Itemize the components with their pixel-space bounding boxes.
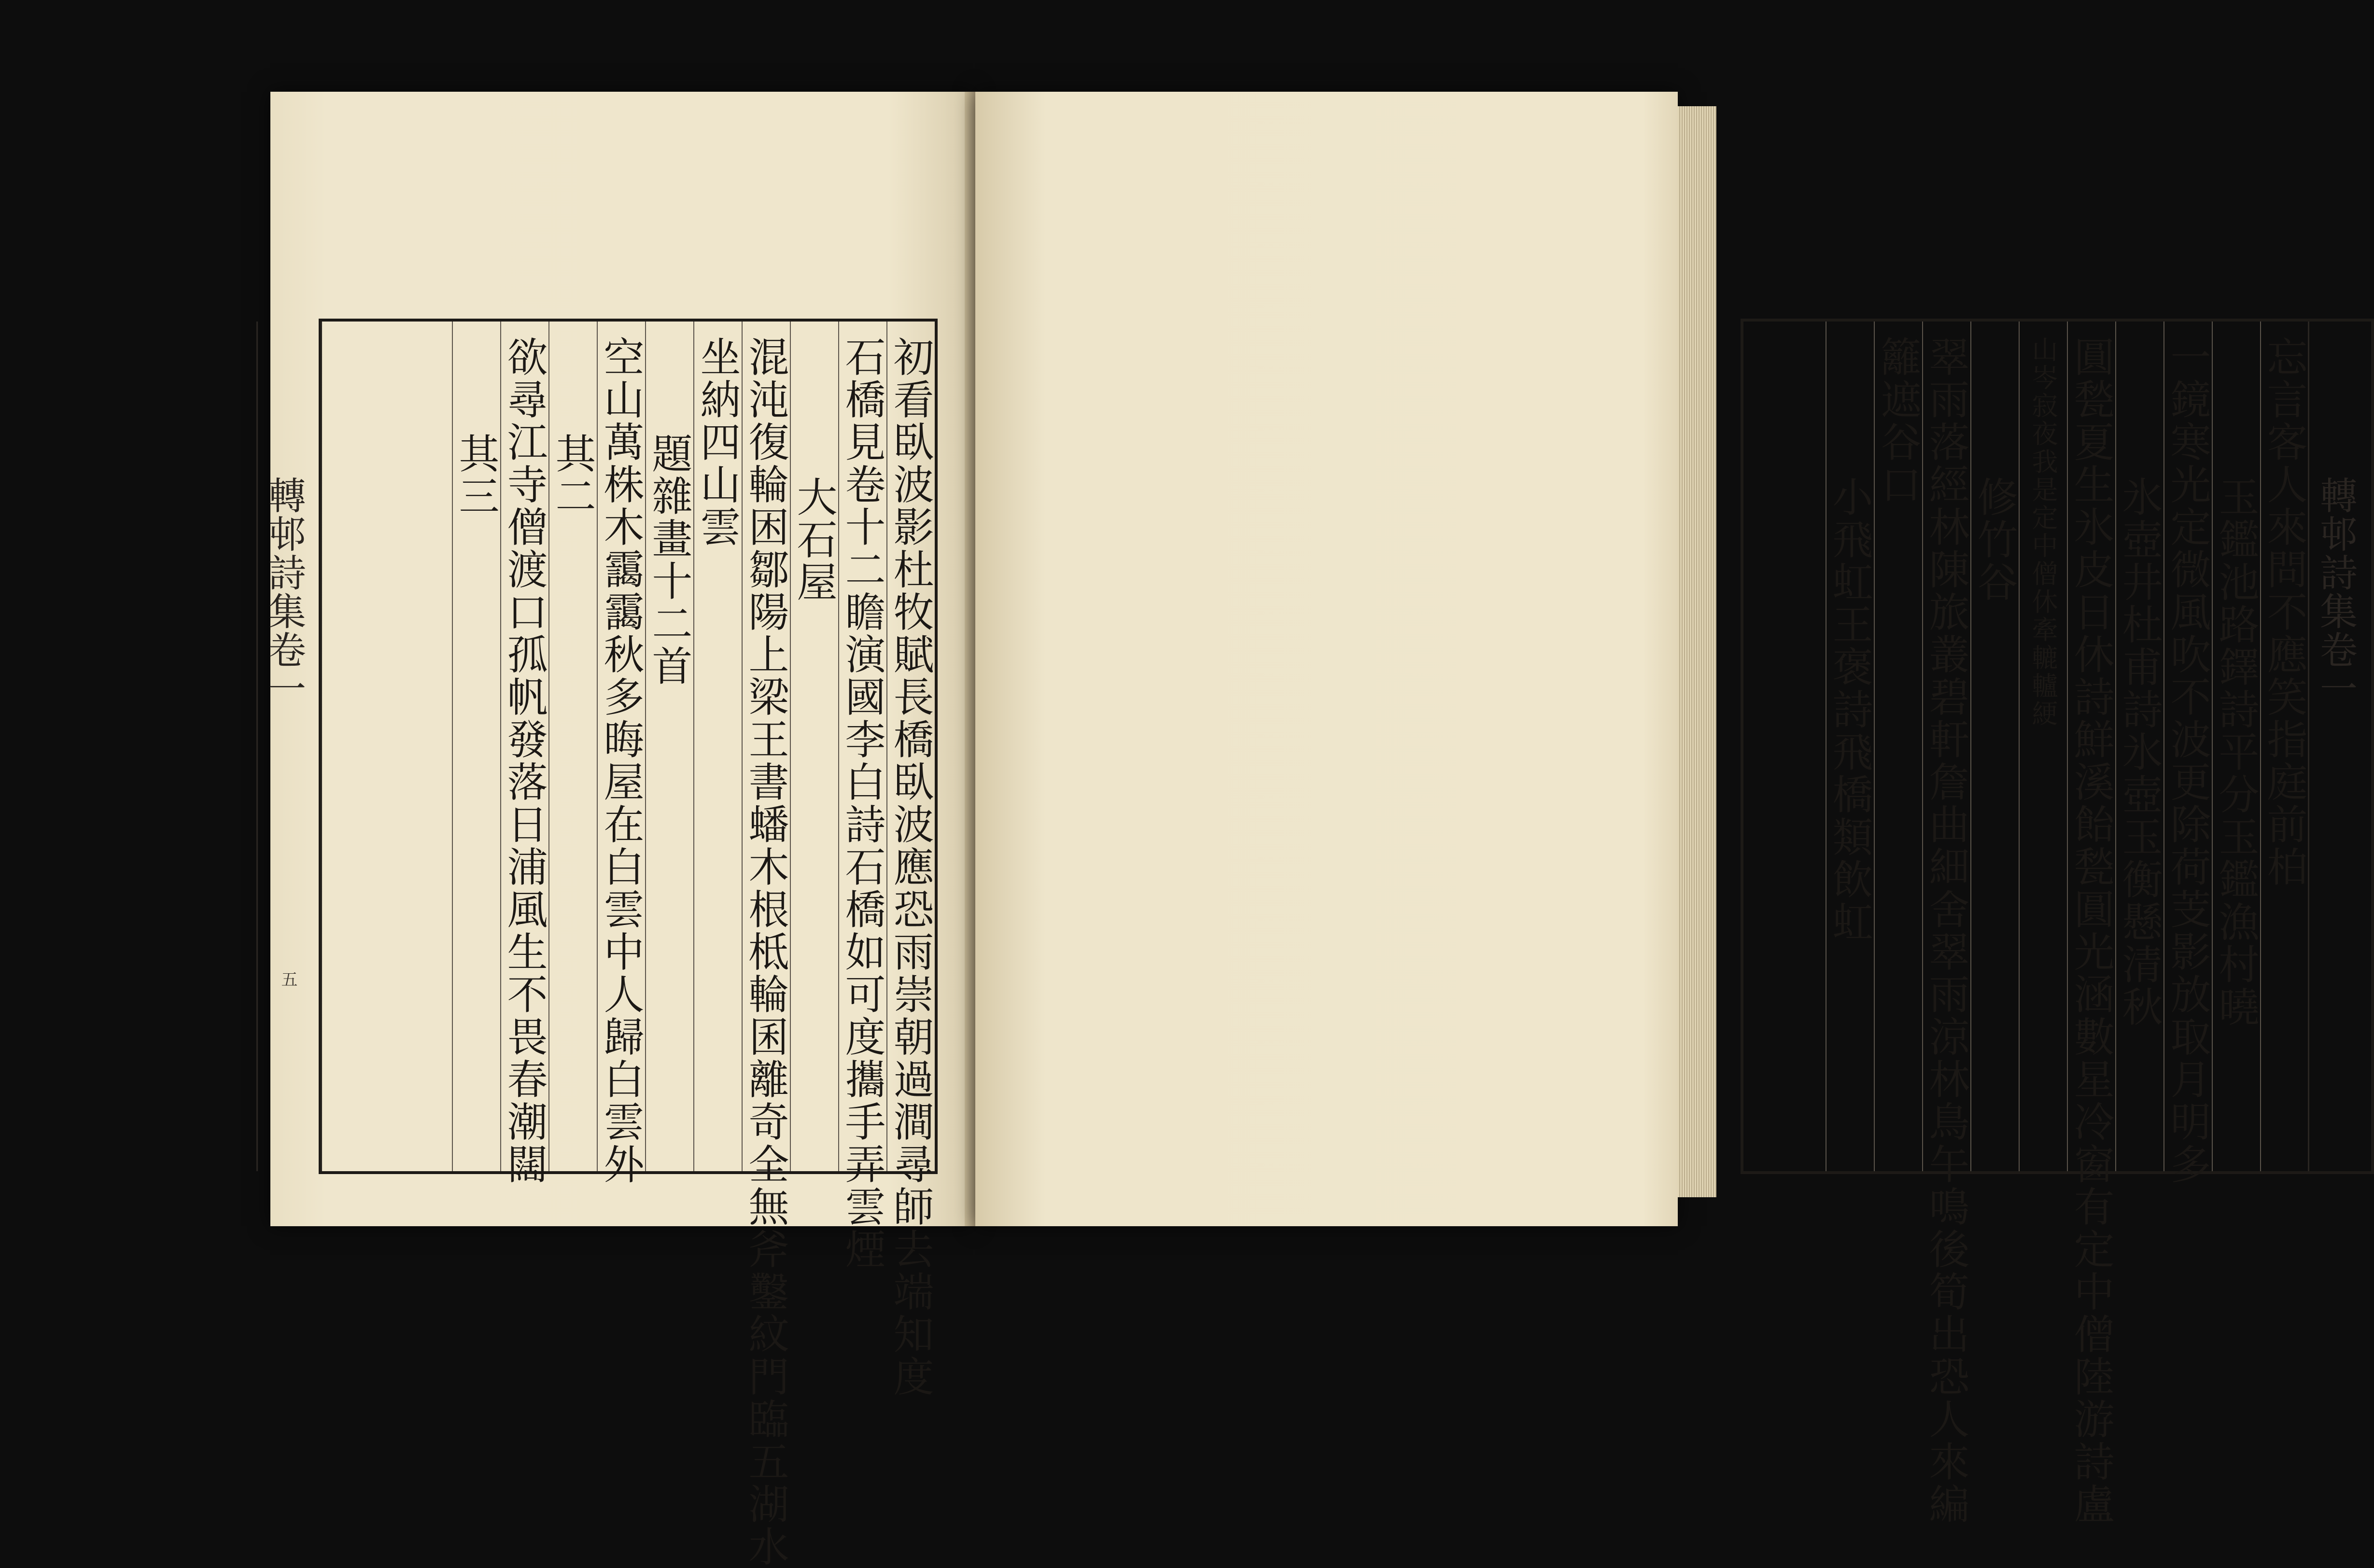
page-edges <box>1678 106 1716 1197</box>
text-column: 翠雨落經林陳旅叢碧軒詹曲細舍翠雨涼林鳥午鳴後筍出恐人來編 <box>1922 322 1970 1171</box>
text-column: 其二 <box>548 322 597 1171</box>
text-column: 石橋見卷十二瞻演國李白詩石橋如可度攜手弄雲煙 <box>838 322 886 1171</box>
left-banner <box>256 322 322 1171</box>
text-column: 初看臥波影杜牧賦長橋臥波應恐雨崇朝過澗尋師去端知度 <box>886 322 935 1171</box>
right-text-frame <box>1741 319 2374 1526</box>
text-column: 籬遮谷口 <box>1874 322 1922 1171</box>
text-column: 題雜畫十二首 <box>645 322 693 1171</box>
text-column: 空山萬株木靄靄秋多晦屋在白雲中人歸白雲外 <box>597 322 645 1171</box>
text-column: 玉鑑池路鐸詩平分玉鑑漁村曉 <box>2212 322 2260 1171</box>
right-banner-title: 轉邨詩集卷一 <box>2314 476 2357 708</box>
left-banner-title: 轉邨詩集卷一 <box>262 476 306 708</box>
left-text-frame <box>262 319 938 1568</box>
text-column: 山岑寂夜我是定中僧休牽轆轤綆 <box>2019 322 2067 1171</box>
text-column-empty <box>404 322 452 1171</box>
left-page <box>262 92 973 1568</box>
open-book <box>261 92 2357 1568</box>
text-column: 小飛虹王褒詩飛橋類飲虹 <box>1826 322 1874 1171</box>
left-columns <box>322 322 935 1568</box>
text-column: 大石屋 <box>790 322 838 1171</box>
text-column: 坐納四山雲 <box>693 322 742 1171</box>
right-banner <box>2308 322 2372 1171</box>
page-number: 五 <box>278 971 297 987</box>
text-column: 一鏡寒光定微風吹不波更除荷芰影放取月明多 <box>2163 322 2212 1171</box>
right-page <box>975 92 2357 1526</box>
text-column: 混沌復輪困鄒陽上梁王書蟠木根柢輪囷離奇全無斧鑿紋門臨五湖水 <box>742 322 790 1171</box>
text-column: 圓甃夏生氷皮日休詩鮮溪飴甃圓光涵數星冷窗有定中僧陸游詩盧 <box>2067 322 2115 1171</box>
text-column: 其三 <box>452 322 500 1171</box>
text-column: 忘言客人來問不應笑指庭前柏 <box>2260 322 2308 1171</box>
text-column: 欲尋江寺僧渡口孤帆發落日浦風生不畏春潮闊 <box>500 322 548 1171</box>
text-column-empty <box>355 322 404 1171</box>
right-columns <box>1743 322 2308 1526</box>
text-column: 修竹谷 <box>1970 322 2019 1171</box>
text-column: 氷壺井杜甫詩氷壺玉衡懸清秋 <box>2115 322 2163 1171</box>
text-column-empty <box>1777 322 1826 1171</box>
